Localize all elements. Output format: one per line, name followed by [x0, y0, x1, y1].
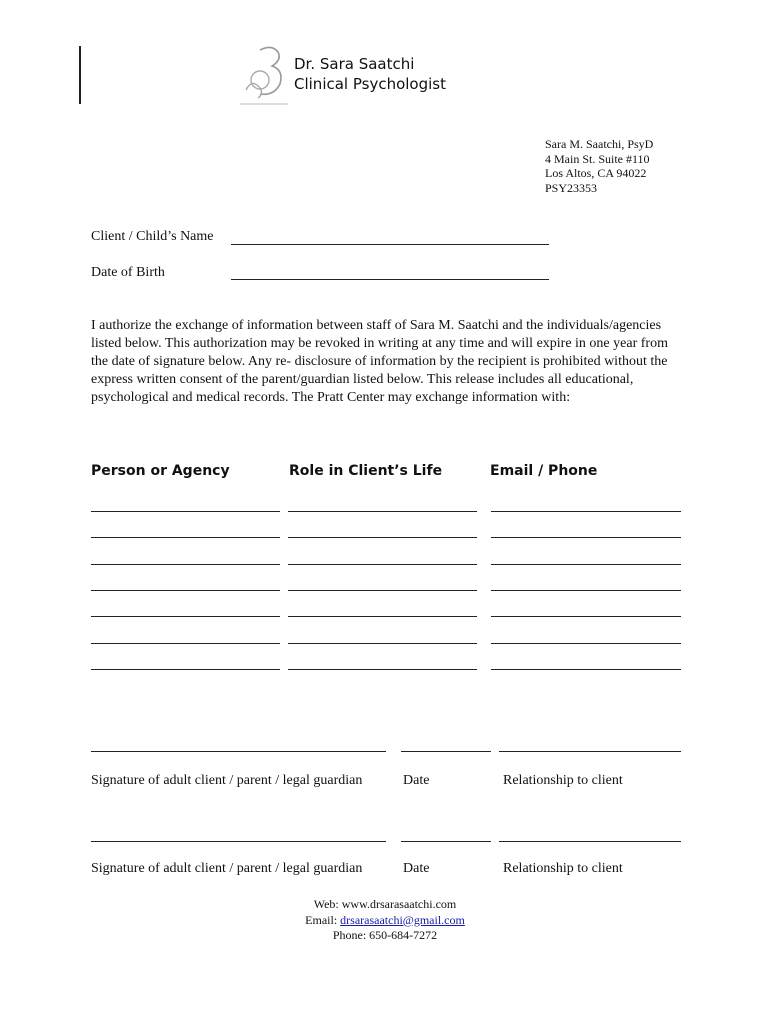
- person-agency-field[interactable]: [91, 564, 280, 565]
- practitioner-name: Dr. Sara Saatchi: [294, 55, 415, 73]
- footer-email-link[interactable]: drsarasaatchi@gmail.com: [340, 912, 465, 927]
- footer-web: Web: www.drsarasaatchi.com: [313, 897, 457, 911]
- role-field[interactable]: [288, 511, 477, 512]
- col-email-phone: Email / Phone: [490, 463, 598, 479]
- role-field[interactable]: [288, 537, 477, 538]
- client-name-label: Client / Child’s Name: [91, 229, 214, 244]
- signature-label: Signature of adult client / parent / legal guardian: [91, 773, 363, 788]
- person-agency-field[interactable]: [91, 669, 280, 670]
- col-role: Role in Client’s Life: [289, 463, 443, 479]
- role-field[interactable]: [288, 590, 477, 591]
- col-person-agency: Person or Agency: [91, 463, 230, 479]
- footer-email-prefix: Email:: [305, 912, 341, 927]
- signature-field[interactable]: [91, 751, 386, 752]
- relationship-field[interactable]: [499, 841, 681, 842]
- role-field[interactable]: [288, 669, 477, 670]
- email-phone-field[interactable]: [491, 590, 681, 591]
- role-field[interactable]: [288, 643, 477, 644]
- signature-field[interactable]: [91, 841, 386, 842]
- header-divider: [79, 46, 81, 104]
- footer: [0, 897, 770, 944]
- relationship-field[interactable]: [499, 751, 681, 752]
- authorization-text: I authorize the exchange of information between staff of Sara M. Saatchi and the individuals/agencies listed below. This authorization may be revoked in writing at any time and will expire in one year from the date of signature below. Any re- disclosure of information by the recipient is prohibited without the express written consent of the parent/guardian listed below. This release includes all educational, psychological and medical records. The Pratt Center may exchange information with:: [91, 318, 668, 405]
- email-phone-field[interactable]: [491, 511, 681, 512]
- email-phone-field[interactable]: [491, 669, 681, 670]
- relationship-label: Relationship to client: [503, 773, 623, 788]
- client-name-field[interactable]: [231, 244, 549, 245]
- person-agency-field[interactable]: [91, 616, 280, 617]
- dob-field[interactable]: [231, 279, 549, 280]
- date-label: Date: [403, 861, 430, 876]
- email-phone-field[interactable]: [491, 616, 681, 617]
- address-line: Los Altos, CA 94022: [545, 166, 647, 181]
- address-line: Sara M. Saatchi, PsyD: [545, 137, 654, 151]
- practitioner-title: Clinical Psychologist: [294, 75, 446, 93]
- footer-phone: Phone: 650-684-7272: [332, 928, 438, 942]
- address-line: 4 Main St. Suite #110: [545, 151, 650, 166]
- address-line: PSY23353: [545, 180, 598, 195]
- role-field[interactable]: [288, 564, 477, 565]
- person-agency-field[interactable]: [91, 511, 280, 512]
- role-field[interactable]: [288, 616, 477, 617]
- dob-label: Date of Birth: [91, 265, 165, 280]
- person-agency-field[interactable]: [91, 537, 280, 538]
- date-field[interactable]: [401, 841, 491, 842]
- footer-email-line: [0, 913, 770, 929]
- person-agency-field[interactable]: [91, 590, 280, 591]
- email-phone-field[interactable]: [491, 643, 681, 644]
- signature-label: Signature of adult client / parent / legal guardian: [91, 861, 363, 876]
- person-agency-field[interactable]: [91, 643, 280, 644]
- email-phone-field[interactable]: [491, 564, 681, 565]
- logo-icon: [238, 44, 290, 108]
- date-label: Date: [403, 773, 430, 788]
- relationship-label: Relationship to client: [503, 861, 623, 876]
- address-block: [545, 137, 653, 195]
- date-field[interactable]: [401, 751, 491, 752]
- email-phone-field[interactable]: [491, 537, 681, 538]
